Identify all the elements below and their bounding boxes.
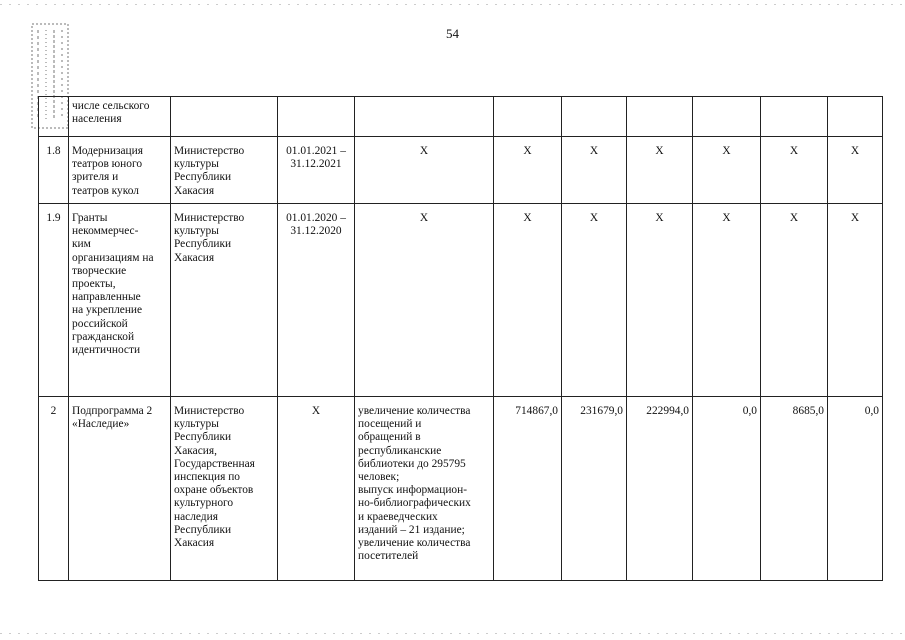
executor: Министерство культуры Республики Хакасия xyxy=(171,137,278,204)
value-total xyxy=(494,97,562,137)
value-col-6: Х xyxy=(828,204,883,397)
table-row xyxy=(39,204,883,397)
period: 01.01.2021 – 31.12.2021 xyxy=(278,137,355,204)
page-number: 54 xyxy=(446,26,459,41)
table-row xyxy=(39,97,883,137)
activity-name: Подпрограмма 2 «Наследие» xyxy=(69,397,171,581)
activity-name: Гранты некоммерчес- ким организациям на творческие проекты, направленные на укрепление российской гражданской идентичности xyxy=(69,204,171,397)
value-col-4: Х xyxy=(693,204,761,397)
period: Х xyxy=(278,397,355,581)
value-col-5: Х xyxy=(761,137,828,204)
expected-result: Х xyxy=(355,204,494,397)
value-col-4: Х xyxy=(693,137,761,204)
scan-noise-top xyxy=(0,4,905,5)
value-col-5 xyxy=(761,97,828,137)
row-number: 2 xyxy=(39,397,69,581)
value-col-5: Х xyxy=(761,204,828,397)
value-col-6 xyxy=(828,97,883,137)
value-total: Х xyxy=(494,137,562,204)
program-table xyxy=(38,96,883,581)
executor: Министерство культуры Республики Хакасия, Государственная инспекция по охране объектов культурного наследия Республики Хакасия xyxy=(171,397,278,581)
value-col-4 xyxy=(693,97,761,137)
row-number xyxy=(39,97,69,137)
table-row xyxy=(39,137,883,204)
value-col-2: Х xyxy=(562,137,627,204)
value-total: Х xyxy=(494,204,562,397)
executor: Министерство культуры Республики Хакасия xyxy=(171,204,278,397)
value-col-3 xyxy=(627,97,693,137)
value-col-2: Х xyxy=(562,204,627,397)
period: 01.01.2020 – 31.12.2020 xyxy=(278,204,355,397)
value-col-3: 222994,0 xyxy=(627,397,693,581)
value-col-2: 231679,0 xyxy=(562,397,627,581)
activity-name: Модернизация театров юного зрителя и театров кукол xyxy=(69,137,171,204)
scan-noise-bottom xyxy=(0,633,905,634)
row-number: 1.9 xyxy=(39,204,69,397)
expected-result xyxy=(355,97,494,137)
value-col-6: 0,0 xyxy=(828,397,883,581)
period xyxy=(278,97,355,137)
value-total: 714867,0 xyxy=(494,397,562,581)
executor xyxy=(171,97,278,137)
expected-result: Х xyxy=(355,137,494,204)
value-col-6: Х xyxy=(828,137,883,204)
value-col-5: 8685,0 xyxy=(761,397,828,581)
value-col-2 xyxy=(562,97,627,137)
value-col-3: Х xyxy=(627,204,693,397)
activity-name: числе сельского населения xyxy=(69,97,171,137)
value-col-3: Х xyxy=(627,137,693,204)
expected-result: увеличение количества посещений и обращений в республиканские библиотеки до 295795 человек; выпуск информацион- но-библиографических и краеведческих изданий – 21 издание; увеличение количества посетителей xyxy=(355,397,494,581)
row-number: 1.8 xyxy=(39,137,69,204)
value-col-4: 0,0 xyxy=(693,397,761,581)
table-row xyxy=(39,397,883,581)
